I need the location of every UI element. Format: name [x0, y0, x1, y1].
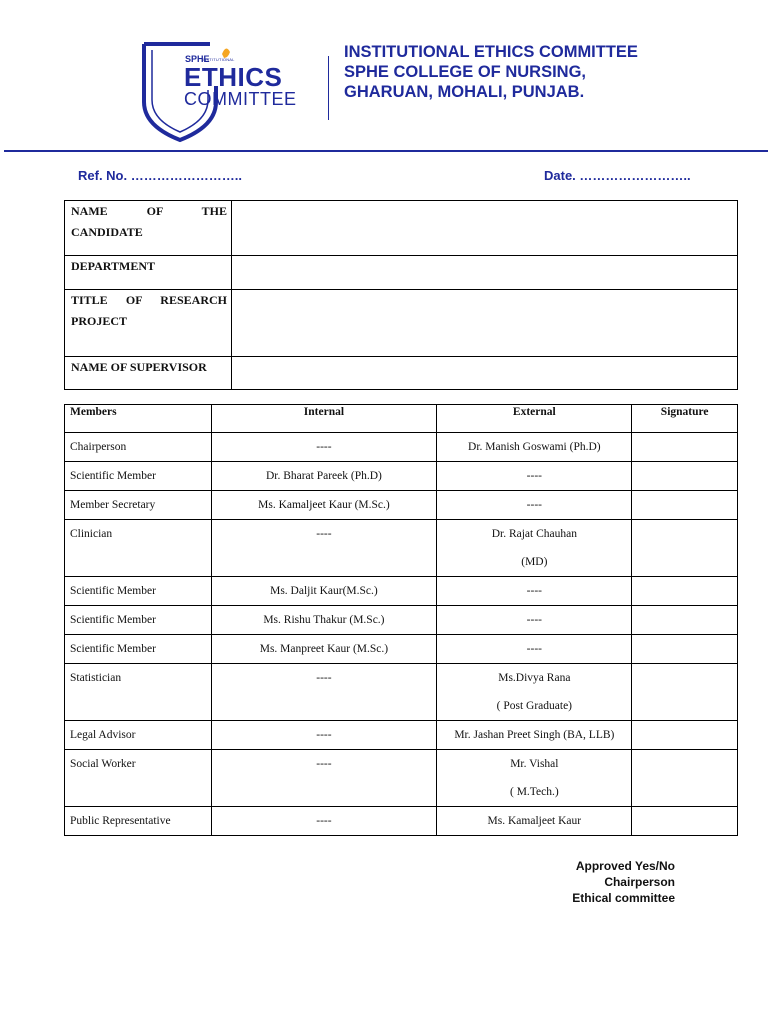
member-signature	[632, 577, 738, 606]
member-signature	[632, 750, 738, 807]
candidate-row	[65, 201, 738, 256]
member-signature	[632, 807, 738, 836]
member-signature	[632, 491, 738, 520]
approval-status: Approved Yes/No	[575, 859, 675, 873]
table-row	[65, 750, 738, 807]
col-external: External	[437, 405, 632, 433]
member-role: Legal Advisor	[65, 721, 212, 750]
table-row	[65, 577, 738, 606]
member-external	[437, 807, 632, 836]
members-header-row	[65, 405, 738, 433]
logo-sphe-text: SPHE	[185, 54, 210, 64]
institution-heading	[344, 42, 638, 102]
member-role: Public Representative	[65, 807, 212, 836]
external-line-1: Ms.Divya Rana	[498, 672, 571, 684]
member-signature	[632, 664, 738, 721]
col-internal: Internal	[211, 405, 437, 433]
external-line-2: ( Post Graduate)	[496, 700, 573, 712]
department-label: DEPARTMENT	[65, 256, 232, 290]
table-row	[65, 664, 738, 721]
table-row	[65, 491, 738, 520]
approval-committee: Ethical committee	[572, 891, 675, 905]
member-role: Scientific Member	[65, 635, 212, 664]
member-external	[437, 577, 632, 606]
member-internal: ----	[211, 807, 437, 836]
member-signature	[632, 606, 738, 635]
heading-line-1: INSTITUTIONAL ETHICS COMMITTEE	[344, 43, 638, 61]
header-divider	[328, 56, 329, 120]
col-members: Members	[65, 405, 212, 433]
member-rows	[65, 433, 738, 836]
supervisor-value	[232, 357, 738, 390]
table-row	[65, 721, 738, 750]
member-external	[437, 491, 632, 520]
table-row	[65, 606, 738, 635]
external-line-1: ----	[526, 470, 542, 482]
heading-line-3: GHARUAN, MOHALI, PUNJAB.	[344, 83, 585, 101]
member-internal: ----	[211, 664, 437, 721]
table-row	[65, 807, 738, 836]
member-external	[437, 635, 632, 664]
member-internal: Ms. Daljit Kaur(M.Sc.)	[211, 577, 437, 606]
logo-committee-text: COMMITTEE	[184, 89, 297, 109]
member-signature	[632, 520, 738, 577]
table-row	[65, 520, 738, 577]
member-role: Member Secretary	[65, 491, 212, 520]
member-role: Scientific Member	[65, 606, 212, 635]
external-line-1: Mr. Jashan Preet Singh (BA, LLB)	[454, 729, 615, 741]
members-table	[64, 404, 738, 836]
member-signature	[632, 433, 738, 462]
logo-ethics-text: ETHICS	[184, 62, 283, 92]
member-internal: ----	[211, 520, 437, 577]
candidate-row	[65, 256, 738, 290]
member-role: Clinician	[65, 520, 212, 577]
candidate-details-table	[64, 200, 738, 390]
member-signature	[632, 462, 738, 491]
external-line-1: ----	[526, 499, 542, 511]
member-external	[437, 750, 632, 807]
external-line-1: Mr. Vishal	[510, 758, 559, 770]
member-role: Statistician	[65, 664, 212, 721]
member-role: Scientific Member	[65, 577, 212, 606]
member-role: Scientific Member	[65, 462, 212, 491]
table-row	[65, 433, 738, 462]
external-line-1: ----	[526, 585, 542, 597]
approval-chairperson: Chairperson	[604, 875, 675, 889]
member-internal: Ms. Rishu Thakur (M.Sc.)	[211, 606, 437, 635]
candidate-name-label: NAME OF THE CANDIDATE	[65, 201, 232, 256]
candidate-name-value	[232, 201, 738, 256]
supervisor-label: NAME OF SUPERVISOR	[65, 357, 232, 390]
research-title-label: TITLE OF RESEARCH PROJECT	[65, 290, 232, 357]
external-line-2: (MD)	[521, 556, 548, 568]
member-internal: ----	[211, 750, 437, 807]
member-internal: ----	[211, 433, 437, 462]
member-external	[437, 433, 632, 462]
external-line-1: Ms. Kamaljeet Kaur	[487, 815, 582, 827]
candidate-row	[65, 290, 738, 357]
ref-no-field: Ref. No. ……………………..	[78, 168, 242, 183]
external-line-2: ( M.Tech.)	[509, 786, 559, 798]
member-role: Chairperson	[65, 433, 212, 462]
date-field: Date. ……………………..	[544, 168, 691, 183]
table-row	[65, 462, 738, 491]
member-external	[437, 606, 632, 635]
member-signature	[632, 721, 738, 750]
member-external	[437, 462, 632, 491]
col-signature: Signature	[632, 405, 738, 433]
research-title-value	[232, 290, 738, 357]
approval-block	[572, 858, 675, 906]
external-line-1: Dr. Rajat Chauhan	[491, 528, 577, 540]
member-signature	[632, 635, 738, 664]
member-role: Social Worker	[65, 750, 212, 807]
member-external	[437, 520, 632, 577]
member-internal: ----	[211, 721, 437, 750]
member-external	[437, 721, 632, 750]
external-line-1: ----	[526, 614, 542, 626]
heading-line-2: SPHE COLLEGE OF NURSING,	[344, 63, 587, 81]
table-row	[65, 635, 738, 664]
member-internal: Dr. Bharat Pareek (Ph.D)	[211, 462, 437, 491]
ethics-committee-logo	[138, 40, 328, 144]
logo-institutional-text: INSTITUTIONAL	[202, 57, 235, 62]
external-line-1: ----	[526, 643, 542, 655]
member-external	[437, 664, 632, 721]
member-internal: Ms. Manpreet Kaur (M.Sc.)	[211, 635, 437, 664]
header-rule	[4, 150, 768, 152]
member-internal: Ms. Kamaljeet Kaur (M.Sc.)	[211, 491, 437, 520]
candidate-row	[65, 357, 738, 390]
department-value	[232, 256, 738, 290]
external-line-1: Dr. Manish Goswami (Ph.D)	[468, 441, 601, 453]
